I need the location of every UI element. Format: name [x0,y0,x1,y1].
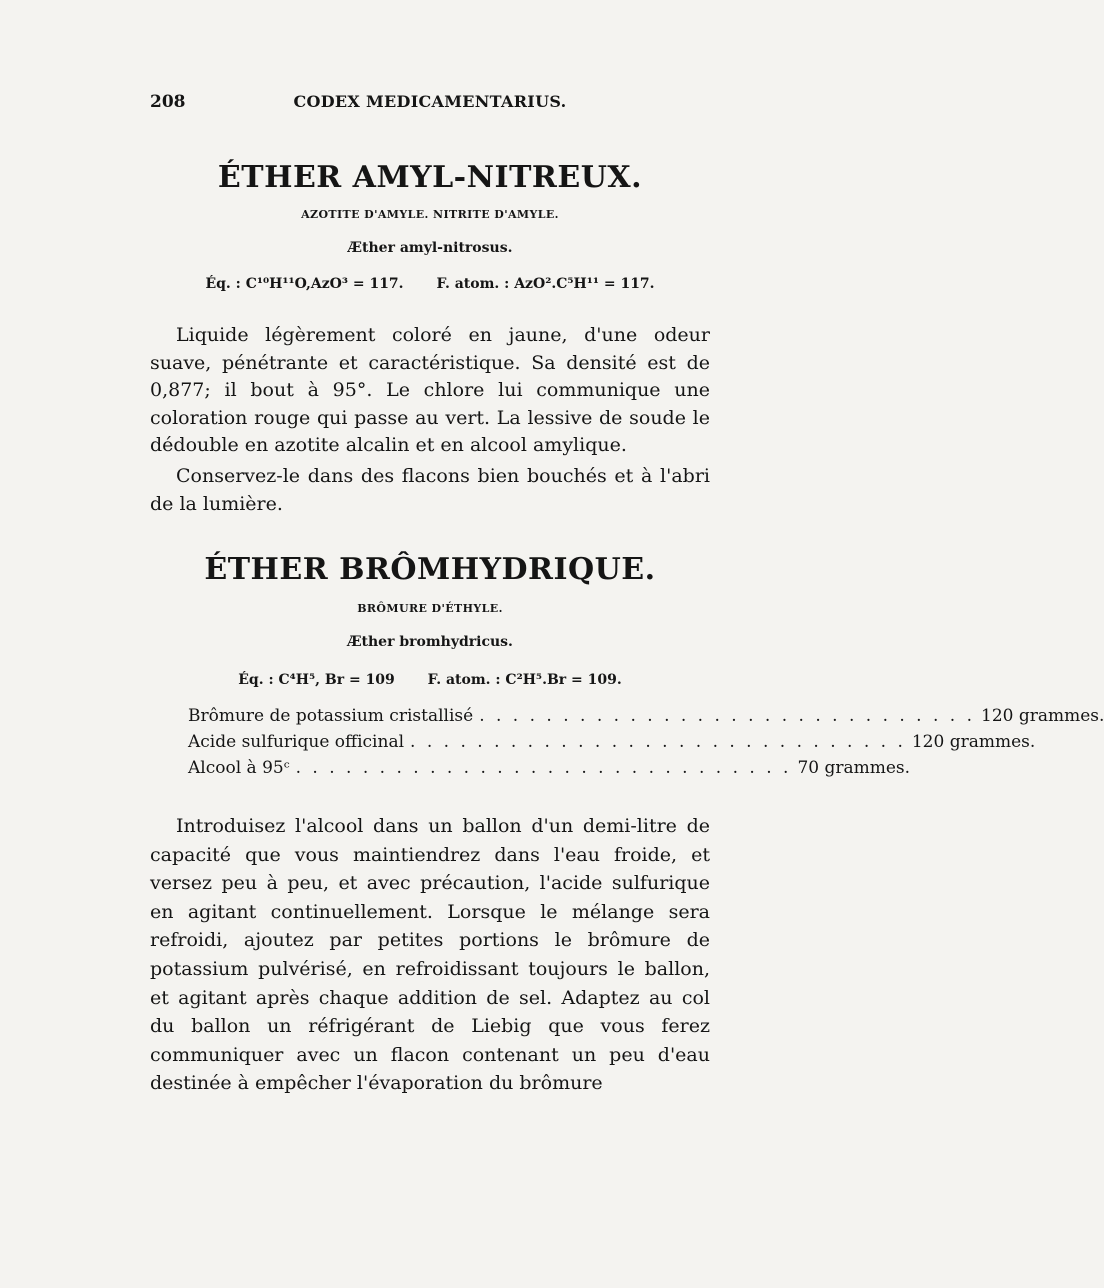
latin-name: Æther amyl-nitrosus. [347,240,513,256]
leader-dots: . . . . . . . . . . . . . . . . . . . . . . . . . . . . . . [479,706,976,726]
ingredient-quantity: 70 grammes. [797,758,911,778]
ingredient-quantity: 120 grammes. [981,706,1104,726]
storage-paragraph: Conservez-le dans des flacons bien bouchés et à l'abri de la lumière. [150,465,710,515]
latin-name: Æther bromhydricus. [347,634,513,650]
ingredient-name: Brômure de potassium cristallisé [188,706,474,726]
page-number: 208 [150,92,186,112]
chemical-formula-line [150,276,710,292]
equivalent-formula: Éq. : C¹⁰H¹¹O,AzO³ = 117. [205,276,404,292]
section-title-ether-amyl-nitreux: ÉTHER AMYL-NITREUX. [217,160,643,195]
section-synonyms: BRÔMURE D'ÉTHYLE. [357,602,503,615]
atomic-formula: F. atom. : C²H⁵.Br = 109. [427,672,622,688]
chemical-formula-line [150,672,710,688]
leader-dots: . . . . . . . . . . . . . . . . . . . . . . . . . . . . . . [410,732,906,752]
ingredient-quantity: 120 grammes. [911,732,1036,752]
ingredient-row [188,758,911,784]
leader-dots: . . . . . . . . . . . . . . . . . . . . . . . . . . . . . . [295,758,792,778]
procedure-paragraph: Introduisez l'alcool dans un ballon d'un demi-litre de capacité que vous maintiendrez dans l'eau froide, et versez peu à peu, et avec précaution, l'acide sulfurique en agitant continuellement. Lorsque le mélange sera refroidi, ajoutez par petites portions le brômure de potassium pulvérisé, en refroidissant toujours le ballon, et agitant après chaque addition de sel. Adaptez au col du ballon un réfrigérant de Liebig que vous ferez communiquer avec un flacon contenant un peu d'eau destinée à empêcher l'évaporation du brômure [150,815,710,1095]
description-paragraph: Liquide légèrement coloré en jaune, d'une odeur suave, pénétrante et caractéristique. Sa densité est de 0,877; il bout à 95°. Le chlore lui communique une coloration rouge qui passe au vert. La lessive de soude le dédouble en azotite alcalin et en alcool amylique. [150,324,710,456]
equivalent-formula: Éq. : C⁴H⁵, Br = 109 [238,672,395,688]
ingredient-row [188,732,1036,758]
ingredient-name: Acide sulfurique officinal [188,732,405,752]
ingredient-name: Alcool à 95ᶜ [188,758,290,778]
section-title-ether-bromhydrique: ÉTHER BRÔMHYDRIQUE. [204,552,656,587]
atomic-formula: F. atom. : AzO².C⁵H¹¹ = 117. [436,276,655,292]
running-title: CODEX MEDICAMENTARIUS. [293,92,567,111]
ingredient-row [188,706,1104,732]
ingredient-list [188,706,1104,784]
section-synonyms: AZOTITE D'AMYLE. NITRITE D'AMYLE. [301,208,559,221]
running-head [150,92,710,116]
